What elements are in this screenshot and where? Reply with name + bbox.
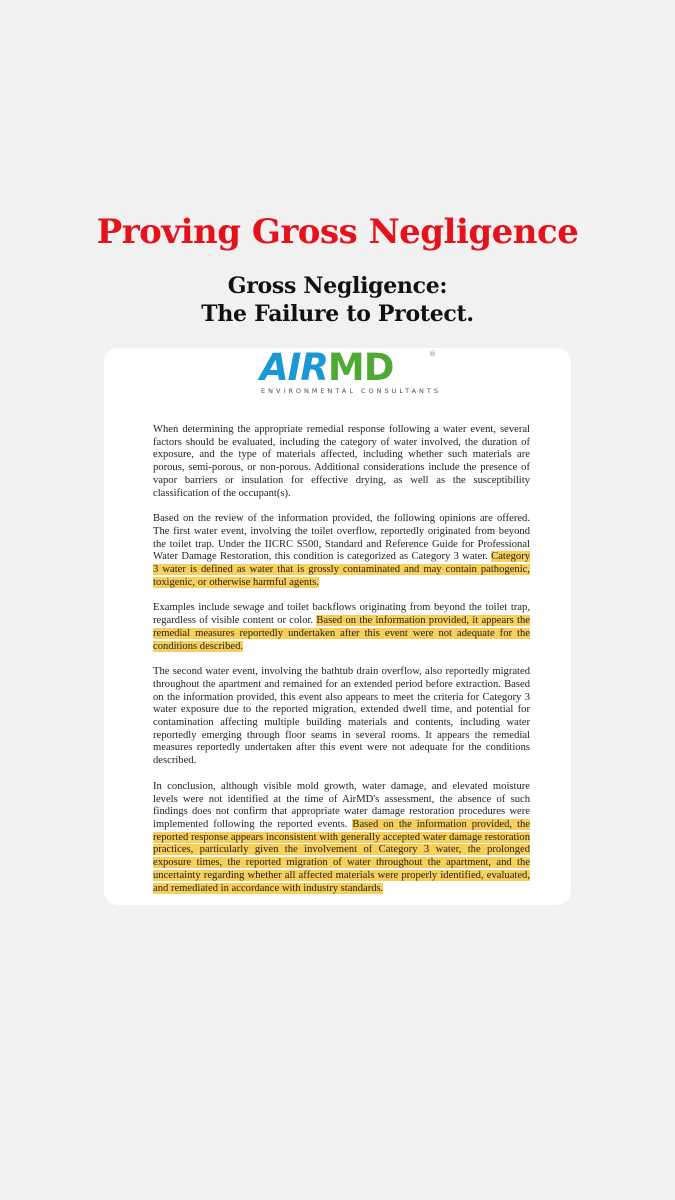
paragraph-text: When determining the appropriate remedial response following a water event, several factors should be evaluated, including the category of water involved, the duration of exposure, and the type of materials affected, including whether such materials are porous, semi-porous, or non-porous. Additional considerations include the presence of vapor barriers or insulation for effective drying, as well as the susceptibility classification of the occupant(s). xyxy=(153,424,530,499)
paragraph-1 xyxy=(153,424,530,500)
highlighted-text: Based on the information provided, it appears the remedial measures reportedly undertaken after this event were not adequate for the conditions described. xyxy=(153,615,530,652)
logo-wordmark xyxy=(260,346,394,389)
document-card xyxy=(104,348,571,905)
subtitle-line-1: Gross Negligence: xyxy=(227,273,448,299)
paragraph-2 xyxy=(153,513,530,589)
airmd-logo xyxy=(259,346,442,400)
subtitle-line-2: The Failure to Protect. xyxy=(201,301,474,327)
logo-air-text: AIR xyxy=(260,346,328,389)
logo-md-text: MD xyxy=(327,346,394,389)
paragraph-text: Based on the review of the information provided, the following opinions are offered. The first water event, involving the toilet overflow, reportedly originated from beyond the toilet trap. Under the IICRC S500, Standard and Reference Guide for Professional Water Damage Restoration, this condition is categorized as Category 3 water. xyxy=(153,513,530,563)
paragraph-text: The second water event, involving the bathtub drain overflow, also reportedly migrated throughout the apartment and remained for an extended period before extraction. Based on the information provided, this event also appears to meet the criteria for Category 3 water exposure due to the reported migration, extended dwell time, and potential for contamination affecting multiple building materials and contents, including water reportedly emerging through floor seams in several rooms. It appears the remedial measures reportedly undertaken after this event were not adequate for the conditions described. xyxy=(153,666,530,767)
paragraph-4 xyxy=(153,666,530,768)
paragraph-3 xyxy=(153,602,530,653)
paragraph-5 xyxy=(153,781,530,895)
paragraph-text: In conclusion, although visible mold growth, water damage, and elevated moisture levels were not identified at the time of AirMD's assessment, the absence of such findings does not confirm that appropriate water damage restoration procedures were implemented following the reported events. xyxy=(153,780,530,830)
page-subtitle xyxy=(0,272,675,328)
page-title: Proving Gross Negligence xyxy=(96,212,579,252)
highlighted-text: Based on the information provided, the reported response appears inconsistent with generally accepted water damage restoration practices, particularly given the involvement of Category 3 water, the prolonged exposure times, the reported migration of water throughout the apartment, and the uncertainty regarding whether all affected materials were properly identified, evaluated, and remediated in accordance with industry standards. xyxy=(153,818,530,894)
registered-mark: ® xyxy=(429,350,436,358)
logo-tagline: ENVIRONMENTAL CONSULTANTS xyxy=(261,387,442,395)
highlighted-text: Category 3 water is defined as water that is grossly contaminated and may contain pathogenic, toxigenic, or otherwise harmful agents. xyxy=(153,551,530,588)
paragraph-text: Examples include sewage and toilet backflows originating from beyond the toilet trap, regardless of visible content or color. xyxy=(153,602,530,627)
document-body xyxy=(153,424,530,908)
